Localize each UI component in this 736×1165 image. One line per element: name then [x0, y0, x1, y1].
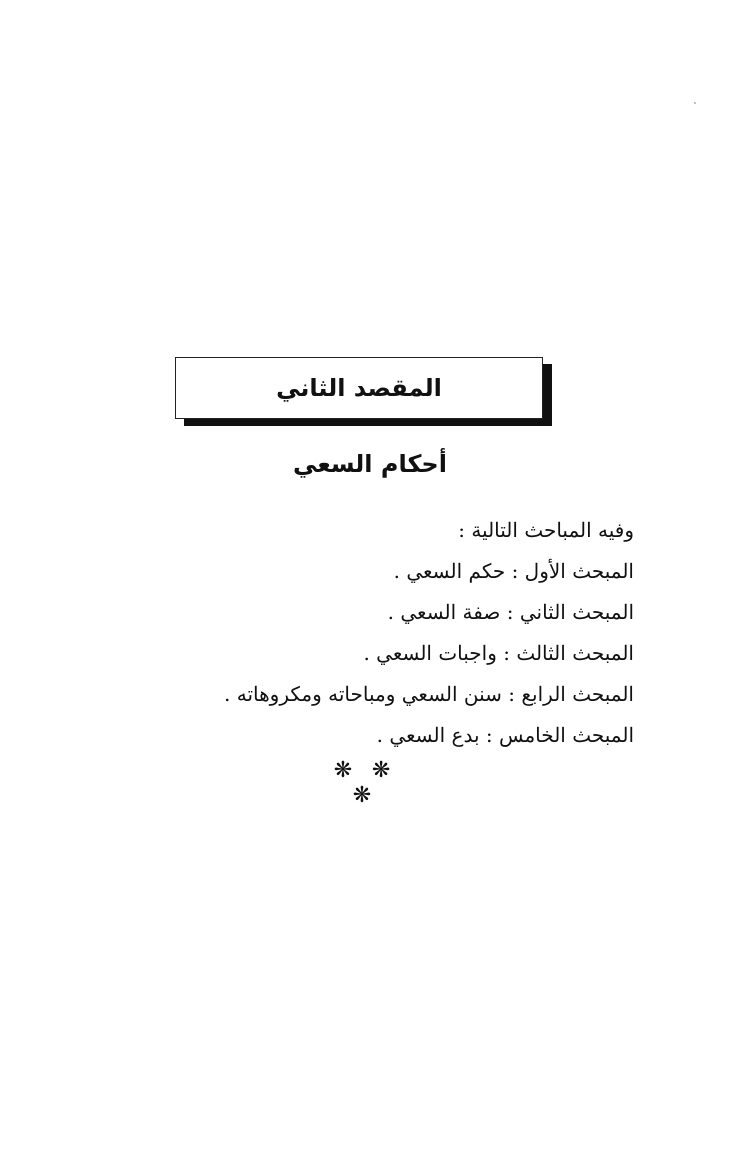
contents-item: المبحث الثالث : واجبات السعي . — [363, 641, 634, 665]
section-subtitle: أحكام السعي — [293, 450, 447, 478]
contents-list — [114, 510, 634, 756]
contents-item: المبحث الأول : حكم السعي . — [393, 559, 634, 583]
contents-intro: وفيه المباحث التالية : — [458, 518, 634, 542]
contents-item: المبحث الخامس : بدع السعي . — [376, 723, 634, 747]
page-speck — [694, 102, 696, 104]
asterism-separator: ❋ ❋ ❋ — [333, 758, 397, 808]
contents-item: المبحث الرابع : سنن السعي ومباحاته ومكروهاته . — [224, 682, 634, 706]
section-title-box — [175, 357, 543, 419]
section-title: المقصد الثاني — [276, 374, 442, 402]
contents-item: المبحث الثاني : صفة السعي . — [387, 600, 634, 624]
